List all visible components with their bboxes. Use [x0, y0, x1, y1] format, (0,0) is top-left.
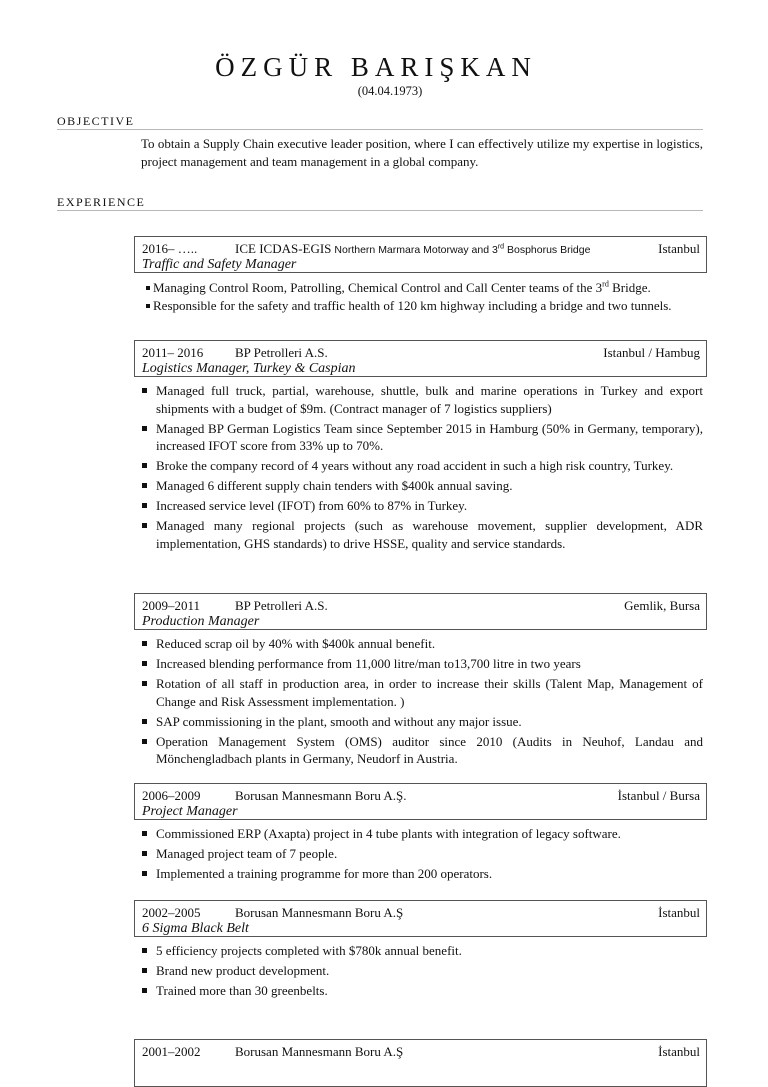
list-item: SAP commissioning in the plant, smooth and without any major issue. [140, 713, 703, 731]
candidate-name: ÖZGÜR BARIŞKAN [215, 52, 537, 82]
job-bullet-list [140, 382, 703, 555]
job-title: 6 Sigma Black Belt [142, 921, 249, 936]
job-location: İstanbul [658, 905, 700, 920]
bullet-square-icon [142, 851, 147, 856]
job-title: Logistics Manager, Turkey & Caspian [142, 361, 356, 376]
list-item: Managed BP German Logistics Team since September 2015 in Hamburg (50% in Germany, temporary), increased IFOT score from 33% up to 70%. [140, 420, 703, 455]
list-item: Brand new product development. [140, 962, 703, 980]
bullet-square-icon [142, 388, 147, 393]
list-item: Increased blending performance from 11,000 litre/man to13,700 litre in two years [140, 655, 703, 673]
list-item: Implemented a training programme for more than 200 operators. [140, 865, 703, 883]
list-item: Managed project team of 7 people. [140, 845, 703, 863]
list-item: Broke the company record of 4 years without any road accident in such a high risk country, Turkey. [140, 457, 703, 475]
list-item: Managing Control Room, Patrolling, Chemical Control and Call Center teams of the 3rd Bridge. [140, 279, 703, 297]
date-of-birth: (04.04.1973) [357, 84, 423, 98]
section-heading-experience: EXPERIENCE [57, 195, 703, 211]
bullet-square-icon [142, 948, 147, 953]
bullet-square-icon [142, 988, 147, 993]
list-item: Responsible for the safety and traffic health of 120 km highway including a bridge and two tunnels. [140, 297, 703, 315]
bullet-square-icon [146, 286, 150, 290]
objective-text: To obtain a Supply Chain executive leader position, where I can effectively utilize my expertise in logistics, project management and team management in a global company. [141, 136, 703, 169]
list-item: Increased service level (IFOT) from 60% to 87% in Turkey. [140, 497, 703, 515]
job-title: Production Manager [142, 614, 260, 629]
job-dates: 2009–2011 [142, 598, 201, 613]
job-company-description: Northern Marmara Motorway and 3rd Bosphorus Bridge [334, 243, 591, 256]
job-header-box [134, 236, 707, 273]
job-location: Istanbul / Hambug [603, 345, 700, 360]
bullet-square-icon [142, 871, 147, 876]
bullet-square-icon [142, 968, 147, 973]
bullet-square-icon [142, 483, 147, 488]
job-company: BP Petrolleri A.S. [235, 345, 328, 360]
bullet-square-icon [142, 426, 147, 431]
bullet-square-icon [142, 739, 147, 744]
bullet-square-icon [142, 523, 147, 528]
list-item: Managed many regional projects (such as warehouse movement, supplier development, ADR implementation, GHS standards) to drive HSSE, quality and service standards. [140, 517, 703, 552]
job-bullet-list [140, 942, 703, 1002]
bullet-square-icon [142, 681, 147, 686]
bullet-square-icon [142, 719, 147, 724]
list-item: Operation Management System (OMS) auditor since 2010 (Audits in Neuhof, Landau and Mönchengladbach plants in Germany, Neudorf in Austria. [140, 733, 703, 768]
list-item: Commissioned ERP (Axapta) project in 4 tube plants with integration of legacy software. [140, 825, 703, 843]
list-item: Managed full truck, partial, warehouse, shuttle, bulk and marine operations in Turkey and export shipments with a budget of $9m. (Contract manager of 7 logistics suppliers) [140, 382, 703, 417]
list-item: Trained more than 30 greenbelts. [140, 982, 703, 1000]
job-title: Traffic and Safety Manager [142, 257, 297, 272]
job-header-box [134, 783, 707, 820]
job-header-box [134, 900, 707, 937]
bullet-square-icon [142, 463, 147, 468]
job-bullet-list [140, 825, 703, 885]
job-header-box [134, 1039, 707, 1087]
job-company: Borusan Mannesmann Boru A.Ş [235, 905, 404, 920]
job-company: Borusan Mannesmann Boru A.Ş. [235, 788, 407, 803]
job-company: Borusan Mannesmann Boru A.Ş [235, 1044, 404, 1059]
list-item: Managed 6 different supply chain tenders with $400k annual saving. [140, 477, 703, 495]
job-location: İstanbul [658, 1044, 700, 1059]
job-bullet-list [140, 279, 703, 314]
bullet-square-icon [142, 661, 147, 666]
job-dates: 2011– 2016 [142, 345, 204, 360]
job-dates: 2006–2009 [142, 788, 201, 803]
section-heading-objective: OBJECTIVE [57, 114, 703, 130]
list-item: Reduced scrap oil by 40% with $400k annual benefit. [140, 635, 703, 653]
bullet-square-icon [142, 641, 147, 646]
job-bullet-list [140, 635, 703, 770]
job-dates: 2002–2005 [142, 905, 201, 920]
job-location: Istanbul [658, 241, 700, 256]
job-header-box [134, 593, 707, 630]
job-header-box [134, 340, 707, 377]
job-company: ICE ICDAS-EGIS Northern Marmara Motorway and 3rd Bosphorus Bridge [235, 241, 591, 256]
job-company: BP Petrolleri A.S. [235, 598, 328, 613]
bullet-square-icon [142, 503, 147, 508]
job-dates: 2001–2002 [142, 1044, 201, 1059]
list-item: 5 efficiency projects completed with $780k annual benefit. [140, 942, 703, 960]
job-location: İstanbul / Bursa [617, 788, 700, 803]
job-title: Project Manager [142, 804, 238, 819]
bullet-square-icon [142, 831, 147, 836]
bullet-square-icon [146, 304, 150, 308]
job-dates: 2016– ….. [142, 241, 198, 256]
list-item: Rotation of all staff in production area, in order to increase their skills (Talent Map, Management of Change and Risk Assessment implementation. ) [140, 675, 703, 710]
job-location: Gemlik, Bursa [624, 598, 700, 613]
